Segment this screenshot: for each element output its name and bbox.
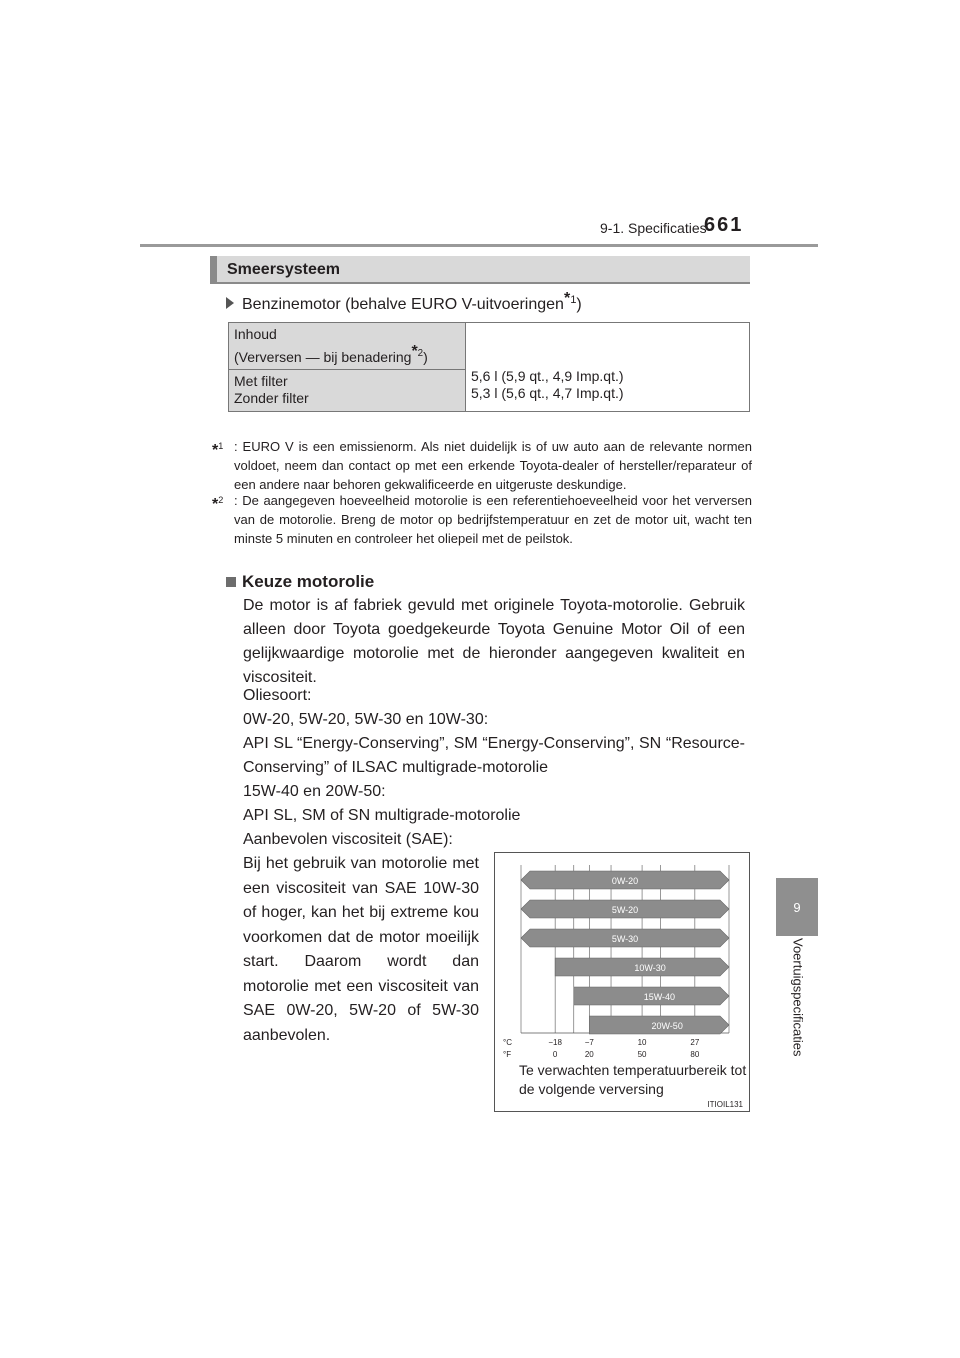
viscosity-label: Aanbevolen viscositeit (SAE): <box>243 831 453 848</box>
section-title-bar <box>210 256 750 284</box>
chart-bars <box>521 871 729 1034</box>
grades-b: 15W-40 en 20W-50: <box>243 783 386 800</box>
fahrenheit-tick: 80 <box>690 1050 700 1059</box>
fahrenheit-tick: 50 <box>637 1050 647 1059</box>
chart-axes <box>503 1038 700 1059</box>
section-heading: 9-1. Specificaties <box>600 220 707 236</box>
cold-note: Bij het gebruik van motorolie met een viscositeit van SAE 10W-30 of hoger, kan het bij extreme kou voorkomen dat de motor moeilijk start. Daarom wordt dan motorolie met een viscositeit van SAE 0W-20, 5W-20 of 5W-30 aanbevolen. <box>243 855 479 1044</box>
chapter-tab <box>776 878 818 936</box>
celsius-tick: 10 <box>637 1038 647 1047</box>
grade-label-0w-20: 0W-20 <box>611 876 639 886</box>
chart-caption: Te verwachten temperatuurbereik tot de volgende verversing <box>519 1062 747 1097</box>
with-filter-value: 5,6 l (5,9 qt., 4,9 Imp.qt.) <box>471 368 624 384</box>
chapter-title-text: Voertuigspecificaties <box>790 938 806 1057</box>
engine-bullet-text: Benzinemotor (behalve EURO V-uitvoeringen <box>242 296 564 313</box>
square-bullet-icon <box>226 577 236 587</box>
filter-label-cell <box>229 370 466 412</box>
fahrenheit-unit: °F <box>503 1050 512 1059</box>
without-filter-value: 5,3 l (5,6 qt., 4,7 Imp.qt.) <box>471 385 624 401</box>
oil-capacity-table <box>228 322 750 412</box>
grades-b-spec: API SL, SM of SN multigrade-motorolie <box>243 807 521 824</box>
engine-bullet: Benzinemotor (behalve EURO V-uitvoeringen$^{*1}$) <box>226 290 582 314</box>
grade-label-5w-30: 5W-30 <box>611 934 639 944</box>
capacity-sub: (Verversen — bij benadering$^{*2}$) <box>234 343 428 365</box>
without-filter-label: Zonder filter <box>234 390 309 406</box>
viscosity-chart <box>494 852 750 1112</box>
capacity-value-cell <box>466 323 750 412</box>
grades-a-spec: API SL “Energy-Conserving”, SM “Energy-Conserving”, SN “Resource-Conserving” of ILSAC multigrade-motorolie <box>243 735 745 776</box>
triangle-bullet-icon <box>226 297 234 309</box>
footnote-2: *$^2$ : De aangegeven hoeveelheid motorolie is een referentiehoeveelheid voor het verversen van de motorolie. Breng de motor op bedrijfstemperatuur en zet de motor uit, wacht ten minste 5 minuten en controleer het oliepeil met de peilstok. <box>212 493 752 546</box>
fahrenheit-tick: 0 <box>552 1050 558 1059</box>
figure-id: ITIOIL131 <box>707 1100 743 1109</box>
grade-label-20w-50: 20W-50 <box>651 1021 683 1031</box>
celsius-tick: −7 <box>584 1038 594 1047</box>
with-filter-label: Met filter <box>234 373 288 389</box>
grades-a: 0W-20, 5W-20, 5W-30 en 10W-30: <box>243 711 489 728</box>
celsius-unit: °C <box>503 1038 512 1047</box>
header-divider <box>140 244 818 247</box>
grade-label-15w-40: 15W-40 <box>643 992 676 1002</box>
page-number: 661 <box>704 214 744 236</box>
subsection-title: Keuze motorolie <box>226 572 374 592</box>
footnote-1: *$^1$ : EURO V is een emissienorm. Als niet duidelijk is of uw auto aan de relevante normen voldoet, neem dan contact op met een erkende Toyota-dealer of hersteller/reparateur of een andere naar behoren gekwalificeerde en uitgeruste deskundige. <box>212 439 752 492</box>
intro-paragraph: De motor is af fabriek gevuld met originele Toyota-motorolie. Gebruik alleen door Toyota goedgekeurde Toyota Genuine Motor Oil of een gelijkwaardige motorolie met de hieronder aangegeven kwaliteit en viscositeit. <box>243 597 745 686</box>
oil-type-label: Oliesoort: <box>243 687 312 704</box>
celsius-tick: 27 <box>690 1038 700 1047</box>
section-title: Smeersysteem <box>227 261 340 278</box>
grade-label-5w-20: 5W-20 <box>611 905 639 915</box>
engine-bullet-close: ) <box>576 296 582 313</box>
capacity-label-cell <box>229 323 466 370</box>
chart-grid <box>521 865 729 1033</box>
capacity-label: Inhoud <box>234 326 277 342</box>
chapter-number: 9 <box>793 899 801 915</box>
engine-bullet-ref: 1 <box>570 294 577 306</box>
grade-label-10w-30: 10W-30 <box>634 963 666 973</box>
fahrenheit-tick: 20 <box>584 1050 594 1059</box>
chapter-title <box>788 938 808 1078</box>
celsius-tick: −18 <box>548 1038 562 1047</box>
